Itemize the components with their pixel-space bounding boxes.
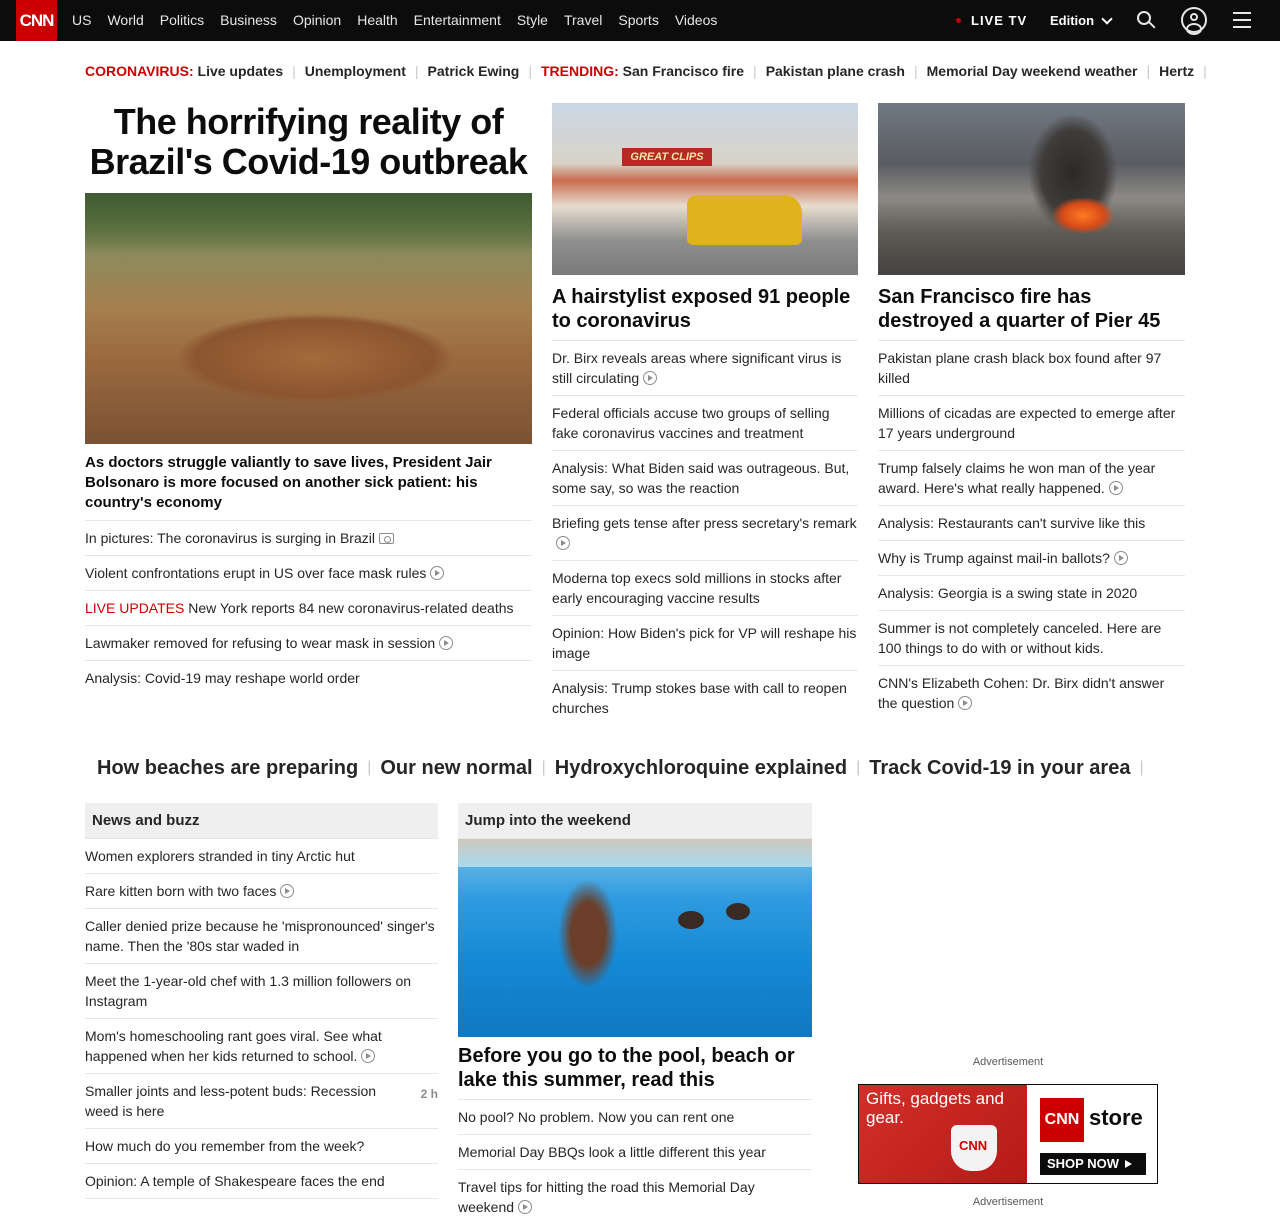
nav-item-sports[interactable]: Sports: [618, 12, 659, 28]
second-column: [552, 103, 858, 725]
list-item[interactable]: [552, 341, 858, 396]
list-item-text: Briefing gets tense after press secretary's remark: [552, 515, 857, 531]
trending-link-patrick-ewing[interactable]: Patrick Ewing: [427, 63, 520, 79]
third-column: [878, 103, 1185, 720]
salon-sign: GREAT CLIPS: [622, 148, 712, 166]
video-icon: [280, 884, 294, 898]
list-item-text: Analysis: Restaurants can't survive like this: [878, 515, 1146, 531]
list-item-text: Analysis: Trump stokes base with call to reopen churches: [552, 680, 847, 716]
list-item-text: CNN's Elizabeth Cohen: Dr. Birx didn't answer the question: [878, 675, 1165, 711]
list-item[interactable]: [878, 396, 1185, 451]
zone-link-beaches[interactable]: How beaches are preparing: [97, 756, 359, 779]
list-item[interactable]: [85, 591, 532, 626]
trending-link-memorial-day-weather[interactable]: Memorial Day weekend weather: [926, 63, 1138, 79]
list-item[interactable]: [458, 1135, 812, 1170]
trending-bar: [85, 61, 1216, 81]
salon-photo[interactable]: [552, 103, 858, 275]
video-icon: [958, 696, 972, 710]
list-item[interactable]: [85, 1019, 438, 1074]
list-item[interactable]: [878, 451, 1185, 506]
video-icon: [361, 1049, 375, 1063]
video-icon: [643, 371, 657, 385]
list-item[interactable]: [458, 1100, 812, 1135]
separator: |: [292, 63, 296, 79]
mug-image: [951, 1125, 997, 1171]
separator: |: [913, 63, 918, 79]
list-item[interactable]: [85, 521, 532, 556]
list-item[interactable]: [552, 671, 858, 725]
list-item[interactable]: [552, 451, 858, 506]
list-item[interactable]: [458, 1170, 812, 1224]
trending-link-pakistan-crash[interactable]: Pakistan plane crash: [765, 63, 905, 79]
live-dot-icon: [956, 18, 961, 23]
ad-promo-panel: [859, 1085, 1027, 1183]
video-icon: [556, 536, 570, 550]
video-icon: [1109, 481, 1123, 495]
live-tv-link[interactable]: [956, 0, 1027, 41]
trending-link-sf-fire[interactable]: San Francisco fire: [622, 63, 745, 79]
chevron-down-icon: [1101, 13, 1112, 24]
ad-cnn-logo: CNN: [1040, 1098, 1084, 1142]
video-icon: [1114, 551, 1128, 565]
list-item-text: Memorial Day BBQs look a little different this year: [458, 1144, 766, 1160]
separator: |: [1139, 759, 1144, 776]
list-item-text: Opinion: A temple of Shakespeare faces the end: [85, 1173, 385, 1189]
nav-item-videos[interactable]: Videos: [674, 12, 718, 28]
list-item-text: Meet the 1-year-old chef with 1.3 million followers on Instagram: [85, 973, 412, 1009]
hero-subheadline[interactable]: As doctors struggle valiantly to save lives, President Jair Bolsonaro is more focused on another sick patient: his country's economy: [85, 453, 532, 521]
video-icon: [439, 636, 453, 650]
list-item[interactable]: [85, 1164, 438, 1199]
list-item[interactable]: [878, 541, 1185, 576]
list-item-text: Opinion: How Biden's pick for VP will reshape his image: [552, 625, 857, 661]
list-item-text: Federal officials accuse two groups of selling fake coronavirus vaccines and treatment: [552, 405, 830, 441]
separator: |: [856, 759, 861, 776]
ad-store-label: store: [1089, 1105, 1143, 1130]
list-item-text: Smaller joints and less-potent buds: Recession weed is here: [85, 1083, 377, 1119]
cnn-logo[interactable]: CNN: [16, 0, 57, 41]
zone-link-new-normal[interactable]: Our new normal: [380, 756, 533, 779]
column-headline[interactable]: Before you go to the pool, beach or lake this summer, read this: [458, 1044, 812, 1100]
list-item-text: New York reports 84 new coronavirus-related deaths: [188, 600, 514, 616]
list-item[interactable]: [85, 909, 438, 964]
nav-item-politics[interactable]: Politics: [159, 12, 205, 28]
trending-label: TRENDING:: [540, 63, 619, 79]
nav-item-travel[interactable]: Travel: [563, 12, 603, 28]
ad-tagline: Gifts, gadgets and gear.: [866, 1089, 1004, 1127]
zone-link-hydroxychloroquine[interactable]: Hydroxychloroquine explained: [554, 756, 848, 779]
hero-photo[interactable]: [85, 193, 532, 444]
list-item-text: Analysis: Covid-19 may reshape world order: [85, 670, 360, 686]
cnn-store-ad[interactable]: [858, 1084, 1158, 1184]
list-item[interactable]: [878, 506, 1185, 541]
advertisement-label: Advertisement: [972, 1196, 1044, 1208]
edition-button[interactable]: [1050, 0, 1111, 41]
list-item-text: Moderna top execs sold millions in stocks after early encouraging vaccine results: [552, 570, 842, 606]
coronavirus-label: CORONAVIRUS:: [85, 63, 194, 79]
hero-headline[interactable]: The horrifying reality of Brazil's Covid-19 outbreak: [89, 101, 528, 182]
list-item-text: Violent confrontations erupt in US over face mask rules: [85, 565, 427, 581]
lead-column: [85, 102, 532, 695]
list-item-text: Millions of cicadas are expected to emerge after 17 years underground: [878, 405, 1176, 441]
menu-icon[interactable]: [1233, 12, 1251, 28]
zone-link-track-covid[interactable]: Track Covid-19 in your area: [869, 756, 1131, 779]
list-item-text: Caller denied prize because he 'mispronounced' singer's name. Then the '80s star waded in: [85, 918, 435, 954]
list-item[interactable]: [85, 556, 532, 591]
list-item-text: Dr. Birx reveals areas where significant virus is still circulating: [552, 350, 842, 386]
list-item[interactable]: [552, 616, 858, 671]
list-item[interactable]: [85, 964, 438, 1019]
section-label: News and buzz: [85, 803, 438, 839]
list-item-text: Trump falsely claims he won man of the year award. Here's what really happened.: [878, 460, 1156, 496]
nav-item-world[interactable]: World: [107, 12, 144, 28]
list-item[interactable]: [878, 611, 1185, 666]
list-item[interactable]: [878, 341, 1185, 396]
trending-link-hertz[interactable]: Hertz: [1159, 63, 1195, 79]
trending-link-live-updates[interactable]: Live updates: [197, 63, 284, 79]
list-item[interactable]: [85, 661, 532, 695]
list-item[interactable]: [552, 506, 858, 561]
list-item-text: Lawmaker removed for refusing to wear mask in session: [85, 635, 436, 651]
video-icon: [430, 566, 444, 580]
column-headline[interactable]: San Francisco fire has destroyed a quarter of Pier 45: [878, 285, 1185, 341]
list-item-text: How much do you remember from the week?: [85, 1138, 365, 1154]
edition-label: Edition: [1050, 13, 1095, 28]
news-and-buzz-column: [85, 803, 438, 1199]
live-updates-label: LIVE UPDATES: [85, 600, 185, 616]
list-item-text: In pictures: The coronavirus is surging in Brazil: [85, 530, 375, 546]
advertisement-label: Advertisement: [972, 1056, 1044, 1068]
list-item[interactable]: [552, 561, 858, 616]
list-item-text: Rare kitten born with two faces: [85, 883, 277, 899]
separator: |: [541, 759, 546, 776]
separator: |: [414, 63, 419, 79]
list-item[interactable]: [878, 666, 1185, 720]
list-item-text: Mom's homeschooling rant goes viral. See what happened when her kids returned to school.: [85, 1028, 382, 1064]
separator: |: [753, 63, 757, 79]
list-item[interactable]: [85, 1129, 438, 1164]
shop-now-label: SHOP NOW: [1047, 1156, 1119, 1171]
mug-logo: CNN: [959, 1138, 988, 1153]
nav-item-opinion[interactable]: Opinion: [292, 12, 342, 28]
trending-link-unemployment[interactable]: Unemployment: [304, 63, 406, 79]
list-item[interactable]: [85, 1074, 438, 1129]
column-headline[interactable]: A hairstylist exposed 91 people to coronavirus: [552, 285, 858, 341]
list-item[interactable]: [85, 626, 532, 661]
search-icon[interactable]: [1137, 11, 1155, 29]
separator: |: [528, 63, 532, 79]
list-item-text: Analysis: Georgia is a swing state in 2020: [878, 585, 1138, 601]
zone-links: [97, 755, 1153, 781]
top-nav: [0, 0, 1280, 41]
nav-item-us[interactable]: US: [72, 12, 92, 28]
timestamp: 2 h: [420, 1087, 438, 1101]
nav-items: [64, 0, 725, 41]
list-item[interactable]: [878, 576, 1185, 611]
separator: |: [1146, 63, 1151, 79]
list-item-text: No pool? No problem. Now you can rent one: [458, 1109, 735, 1125]
pool-photo[interactable]: [458, 839, 812, 1037]
list-item-text: Summer is not completely canceled. Here are 100 things to do with or without kids.: [878, 620, 1162, 656]
list-item-text: Travel tips for hitting the road this Memorial Day weekend: [458, 1179, 755, 1215]
pier-fire-photo[interactable]: [878, 103, 1185, 275]
separator: |: [367, 759, 372, 776]
list-item[interactable]: [552, 396, 858, 451]
list-item[interactable]: [85, 839, 438, 874]
list-item-text: Analysis: What Biden said was outrageous. But, some say, so was the reaction: [552, 460, 850, 496]
nav-item-entertainment[interactable]: Entertainment: [413, 12, 501, 28]
section-label: Jump into the weekend: [458, 803, 812, 839]
separator: |: [1203, 63, 1207, 79]
list-item[interactable]: [85, 874, 438, 909]
nav-item-style[interactable]: Style: [516, 12, 548, 28]
list-item-text: Pakistan plane crash black box found after 97 killed: [878, 350, 1162, 386]
shop-now-button[interactable]: [1040, 1153, 1146, 1175]
video-icon: [518, 1200, 532, 1214]
live-tv-label: LIVE TV: [971, 13, 1028, 28]
nav-item-business[interactable]: Business: [220, 12, 277, 28]
weekend-column: [458, 803, 812, 1224]
list-item-text: Women explorers stranded in tiny Arctic hut: [85, 848, 355, 864]
gallery-icon: [379, 533, 394, 544]
list-item-text: Why is Trump against mail-in ballots?: [878, 550, 1110, 566]
user-account-icon[interactable]: [1181, 7, 1207, 33]
nav-item-health[interactable]: Health: [357, 12, 398, 28]
play-arrow-icon: [1125, 1160, 1132, 1168]
ad-store-panel: [1027, 1085, 1157, 1183]
